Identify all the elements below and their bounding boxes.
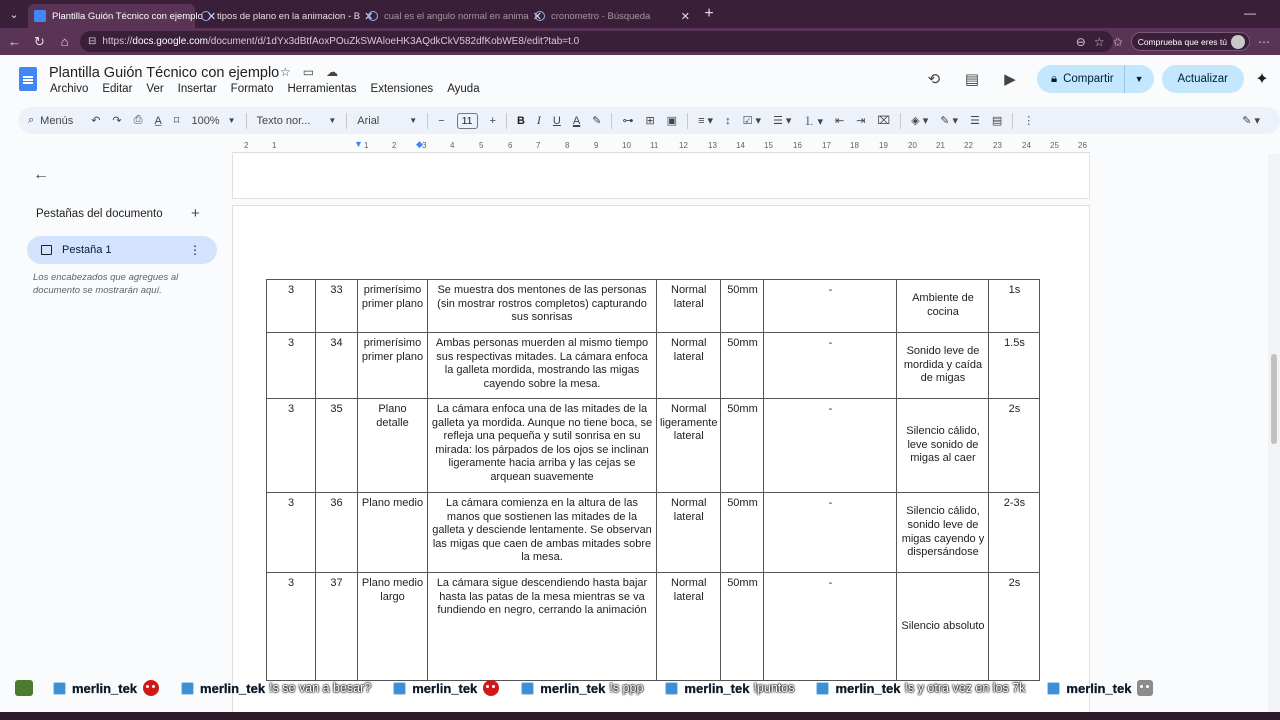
menu-extensiones[interactable]: Extensiones <box>370 83 434 95</box>
print-icon[interactable]: ⎙ <box>133 114 143 126</box>
ruler-tick-label: 11 <box>650 141 659 150</box>
shot-type-cell[interactable] <box>358 493 428 573</box>
lens-cell[interactable] <box>721 493 764 573</box>
decrease-indent-icon[interactable]: ⇤ <box>835 115 845 127</box>
scene-number-cell-text: 3 <box>287 403 295 415</box>
border-width-icon[interactable]: ☰ <box>970 115 980 127</box>
chevron-down-icon: ▼ <box>409 116 418 125</box>
horizontal-ruler[interactable] <box>232 139 1090 153</box>
chat-username: merlin_tek <box>684 680 750 696</box>
insert-image-icon[interactable]: ▣ <box>666 115 678 127</box>
duration-cell[interactable] <box>989 280 1040 333</box>
share-dropdown-chevron-icon[interactable]: ▼ <box>1134 74 1144 84</box>
ruler-tick-label: 17 <box>822 141 831 150</box>
duration-cell[interactable] <box>989 493 1040 573</box>
font-size-input[interactable]: 11 <box>451 109 484 133</box>
lens-cell[interactable] <box>721 333 764 399</box>
italic-icon[interactable]: I <box>536 113 541 127</box>
ruler-tick-label: 7 <box>536 141 541 150</box>
chat-username: merlin_tek <box>72 680 138 696</box>
url-path: /document/d/1dYx3dBtfAoxPOuZkSWAloeHK3AQdkCkV582dfKobWE8/edit?tab=t.0 <box>208 36 580 47</box>
camera-movement-cell[interactable] <box>764 333 897 399</box>
font-select[interactable]: Arial ▼ <box>357 114 418 127</box>
ruler-tick-label: 22 <box>964 141 973 150</box>
ruler-tick-label: 1 <box>272 141 277 150</box>
address-bar-actions <box>1076 32 1270 51</box>
menu-herramientas[interactable]: Herramientas <box>287 83 357 95</box>
scene-number-cell[interactable] <box>267 399 316 493</box>
lens-cell[interactable] <box>721 573 764 681</box>
document-tabs-title: Pestañas del documento <box>36 208 163 220</box>
ruler-tick-label: 2 <box>392 141 397 150</box>
docs-icon <box>34 10 46 22</box>
add-comment-icon[interactable]: ⊞ <box>645 115 655 127</box>
editing-mode-pencil-icon[interactable]: ✎ ▾ <box>1242 115 1260 127</box>
ruler-tick-label: 16 <box>793 141 802 150</box>
table-row <box>267 573 1040 681</box>
tab-options-icon[interactable]: ⋮ <box>189 243 201 257</box>
camera-movement-cell-text: - <box>828 403 833 415</box>
update-button[interactable]: Actualizar <box>1162 65 1245 93</box>
left-indent-marker-icon[interactable]: ▼ <box>354 139 363 149</box>
table-row <box>267 399 1040 493</box>
ruler-tick-label: 23 <box>993 141 1002 150</box>
menu-archivo[interactable]: Archivo <box>50 83 89 95</box>
chat-username: merlin_tek <box>1066 680 1132 696</box>
paint-format-icon[interactable]: ⌑ <box>173 115 180 127</box>
more-tools-icon[interactable]: ⋮ <box>1023 115 1035 127</box>
browser-tab-3[interactable] <box>529 4 696 28</box>
chat-message <box>53 680 159 696</box>
ruler-tick-label: 8 <box>565 141 570 150</box>
chevron-down-icon: ▼ <box>227 116 236 125</box>
shot-number-cell-text: 37 <box>330 577 343 589</box>
shot-type-cell[interactable] <box>358 573 428 681</box>
camera-angle-cell-text: Normal lateral <box>671 497 707 523</box>
toolbar-divider <box>900 113 901 129</box>
scene-number-cell-text: 3 <box>287 577 295 589</box>
close-icon[interactable]: ✕ <box>680 10 690 23</box>
zoom-icon[interactable]: ⊖ <box>1075 34 1086 49</box>
toolbar-divider <box>427 113 428 129</box>
tab-title: tipos de plano en la animacion - B <box>217 10 361 22</box>
lens-cell-text: 50mm <box>727 337 758 349</box>
tab-actions-chevron-icon[interactable]: ⌄ <box>9 8 19 21</box>
tab-title: cual es el angulo normal en anima <box>384 10 529 22</box>
share-button-group <box>1037 65 1154 93</box>
browser-tab-0[interactable] <box>28 4 217 28</box>
close-icon[interactable]: ✕ <box>532 10 542 23</box>
scrollbar-thumb[interactable] <box>1271 354 1277 444</box>
shot-number-cell[interactable] <box>316 280 358 333</box>
duration-cell-text: 2s <box>1008 577 1021 589</box>
audio-cell[interactable] <box>897 399 989 493</box>
chat-username: merlin_tek <box>200 680 266 696</box>
lens-cell[interactable] <box>721 280 764 333</box>
chat-message <box>181 681 371 696</box>
red-face-emote-icon <box>483 680 499 696</box>
share-button[interactable]: 🔒︎ Compartir <box>1037 65 1125 93</box>
ruler-tick-label: 12 <box>679 141 688 150</box>
badge-icon <box>521 682 534 695</box>
chat-message <box>521 681 643 696</box>
badge-icon <box>53 682 66 695</box>
duration-cell[interactable] <box>989 333 1040 399</box>
chat-text: !s se van a besar? <box>269 681 372 695</box>
title-actions <box>280 65 338 79</box>
search-icon: ⌕ <box>28 114 35 126</box>
audio-cell[interactable] <box>897 280 989 333</box>
toolbar-divider <box>246 113 247 129</box>
menu-ver[interactable]: Ver <box>146 83 164 95</box>
duration-cell-text: 2s <box>1008 403 1021 415</box>
tab-title: cronometro - Búsqueda <box>551 10 651 22</box>
move-folder-icon[interactable]: ▭ <box>302 65 315 79</box>
audio-cell-text: Ambiente de cocina <box>912 292 974 318</box>
url-host: docs.google.com <box>132 36 209 47</box>
table-row <box>267 280 1040 333</box>
vertical-scrollbar[interactable] <box>1268 154 1280 720</box>
bold-icon[interactable]: B <box>516 114 525 127</box>
browser-tab-2[interactable] <box>362 4 542 28</box>
comments-icon[interactable]: ▤ <box>964 71 980 88</box>
toolbar-divider <box>687 113 688 129</box>
spellcheck-icon[interactable]: A̲ <box>154 114 162 127</box>
border-dash-icon[interactable]: ▤ <box>991 115 1003 127</box>
description-cell[interactable] <box>428 573 657 681</box>
duration-cell-text: 1s <box>1008 284 1021 296</box>
menu-editar[interactable]: Editar <box>102 83 133 95</box>
url-prefix: https:// <box>102 36 133 47</box>
url-field[interactable] <box>80 31 1113 52</box>
numbered-list-icon[interactable]: ⒈ ▾ <box>803 115 824 128</box>
scene-number-cell-text: 3 <box>287 497 295 509</box>
chat-text: !s ppp <box>609 681 644 695</box>
camera-angle-cell[interactable] <box>657 399 721 493</box>
close-icon[interactable]: ✕ <box>364 10 374 23</box>
chat-bot-icon <box>15 680 33 696</box>
camera-angle-cell[interactable] <box>657 333 721 399</box>
camera-movement-cell[interactable] <box>764 280 897 333</box>
document-tab-icon <box>41 245 52 255</box>
camera-angle-cell-text: Normal lateral <box>671 284 707 310</box>
audio-cell-text: Sonido leve de mordida y caída de migas <box>903 345 983 385</box>
header-actions <box>915 64 1280 94</box>
shot-number-cell[interactable] <box>316 333 358 399</box>
chat-text: !s y otra vez en los 7k <box>904 681 1026 695</box>
cat-emote-icon <box>1137 680 1153 696</box>
audio-cell[interactable] <box>897 493 989 573</box>
line-spacing-icon[interactable]: ↕ <box>725 114 731 127</box>
camera-movement-cell-text: - <box>828 284 833 296</box>
audio-cell[interactable] <box>897 573 989 681</box>
shot-number-cell[interactable] <box>316 399 358 493</box>
ruler-tick-label: 2 <box>244 141 249 150</box>
audio-cell-text: Silencio absoluto <box>901 619 985 632</box>
tab-title: Plantilla Guión Técnico con ejemplo <box>52 10 203 22</box>
camera-movement-cell-text: - <box>828 337 833 349</box>
description-cell-text: La cámara sigue descendiendo hasta bajar hasta las patas de la mesa mientras se va fundiendo en negro, cerrando la animación <box>436 577 648 617</box>
ruler-tick-label: 21 <box>936 141 945 150</box>
search-menus-button[interactable]: ⌕ Menús <box>28 114 74 127</box>
meet-video-icon[interactable]: ▶ <box>1004 71 1016 88</box>
sidebar-item-label: Pestaña 1 <box>62 244 112 256</box>
lens-cell-text: 50mm <box>727 497 758 509</box>
chat-message <box>393 680 499 696</box>
ruler-tick-label: 19 <box>879 141 888 150</box>
address-bar-row <box>0 28 1280 55</box>
menu-ayuda[interactable]: Ayuda <box>447 83 480 95</box>
scene-number-cell[interactable] <box>267 573 316 681</box>
duration-cell[interactable] <box>989 399 1040 493</box>
taskbar-strip <box>0 712 1280 720</box>
scene-number-cell-text: 3 <box>287 337 295 349</box>
formatting-toolbar <box>18 107 1280 134</box>
bulleted-list-icon[interactable]: ☰ ▾ <box>773 115 792 127</box>
ruler-tick-label: 9 <box>594 141 599 150</box>
shot-type-cell[interactable] <box>358 333 428 399</box>
description-cell-text: Se muestra dos mentones de las personas (sin mostrar rostros completos) capturando sus sonrisas <box>437 284 647 324</box>
shot-number-cell[interactable] <box>316 493 358 573</box>
cloud-saved-icon[interactable]: ☁ <box>326 65 339 79</box>
underline-icon[interactable]: U <box>552 114 561 127</box>
audio-cell[interactable] <box>897 333 989 399</box>
favorite-star-icon[interactable]: ☆ <box>1093 34 1105 49</box>
duration-cell-text: 2-3s <box>1003 497 1026 509</box>
close-icon[interactable]: ✕ <box>206 10 217 23</box>
ruler-tick-label: 5 <box>479 141 484 150</box>
table-row <box>267 493 1040 573</box>
ruler-tick-label: 4 <box>450 141 455 150</box>
gemini-sparkle-icon[interactable]: ✦ <box>1255 71 1269 88</box>
camera-movement-cell-text: - <box>828 577 833 589</box>
shot-type-cell-text: Plano medio <box>361 497 424 509</box>
shot-type-cell-text: primerísimo primer plano <box>361 337 424 363</box>
shot-type-cell-text: Plano medio largo <box>361 577 424 603</box>
toolbar-divider <box>1012 113 1013 129</box>
ruler-tick-label: 24 <box>1022 141 1031 150</box>
camera-movement-cell-text: - <box>828 497 833 509</box>
camera-angle-cell-text: Normal ligeramente lateral <box>660 403 718 443</box>
ruler-tick-label: 20 <box>908 141 917 150</box>
ruler-tick-label: 1 <box>364 141 369 150</box>
shot-number-cell-text: 33 <box>330 284 343 296</box>
lens-cell-text: 50mm <box>727 577 758 589</box>
description-cell-text: La cámara enfoca una de las mitades de la galleta ya mordida. Aunque no tiene boca, se refleja una pequeña y sutil sonrisa en su mirada: los párpados de los ojos se inclinan ligeramente hacia arriba y las cejas se arquean suavemente <box>431 403 653 483</box>
ruler-tick-label: 18 <box>850 141 859 150</box>
lens-cell-text: 50mm <box>727 284 758 296</box>
chat-username: merlin_tek <box>412 680 478 696</box>
menu-formato[interactable]: Formato <box>230 83 274 95</box>
home-icon[interactable]: ⌂ <box>60 34 69 49</box>
cell-background-color-icon[interactable]: ◈ ▾ <box>911 115 929 127</box>
menu-bar <box>50 83 480 95</box>
ruler-tick-label: 13 <box>708 141 717 150</box>
shot-type-cell[interactable] <box>358 280 428 333</box>
camera-angle-cell[interactable] <box>657 280 721 333</box>
description-cell[interactable] <box>428 493 657 573</box>
lock-icon: 🔒︎ <box>1050 72 1058 85</box>
sidebar-item-tab-1[interactable] <box>27 236 217 264</box>
docs-header <box>0 55 1280 107</box>
star-icon[interactable]: ☆ <box>280 65 291 79</box>
red-face-emote-icon <box>143 680 159 696</box>
badge-icon <box>665 682 678 695</box>
border-color-icon[interactable]: ✎ ▾ <box>940 115 959 127</box>
add-tab-plus-icon[interactable]: + <box>191 205 200 222</box>
document-title[interactable]: Plantilla Guión Técnico con ejemplo <box>49 65 280 81</box>
increase-indent-icon[interactable]: ⇥ <box>856 115 866 127</box>
decrease-font-size-icon[interactable]: − <box>438 114 445 127</box>
shot-type-cell[interactable] <box>358 399 428 493</box>
shot-number-cell-text: 36 <box>330 497 343 509</box>
camera-movement-cell[interactable] <box>764 493 897 573</box>
badge-icon <box>181 682 194 695</box>
minimize-icon[interactable]: — <box>1244 6 1256 20</box>
first-line-indent-marker-icon[interactable]: ◆ <box>416 139 423 149</box>
previous-page[interactable] <box>232 154 1090 199</box>
audio-cell-text: Silencio cálido, sonido leve de migas cayendo y dispersándose <box>901 505 985 559</box>
more-options-icon[interactable]: ⋯ <box>1258 34 1270 49</box>
redo-icon[interactable]: ↷ <box>112 115 122 127</box>
description-cell-text: Ambas personas muerden al mismo tiempo sus respectivas mitades. La cámara enfoca la galleta mordida, mostrando las migas cayendo sobre la mesa. <box>435 337 649 390</box>
profile-button[interactable] <box>1131 32 1250 51</box>
shot-type-cell-text: Plano detalle <box>376 403 409 429</box>
ruler-tick-label: 26 <box>1078 141 1087 150</box>
stream-chat-overlay <box>0 676 1280 700</box>
toolbar-divider <box>611 113 612 129</box>
scene-number-cell-text: 3 <box>287 284 295 296</box>
table-row <box>267 333 1040 399</box>
ruler-tick-label: 6 <box>508 141 513 150</box>
browser-tab-bar <box>0 0 1280 28</box>
zoom-select[interactable]: 100% ▼ <box>191 114 236 127</box>
toolbar-divider <box>506 113 507 129</box>
insert-link-icon[interactable]: ⊶ <box>622 115 634 127</box>
undo-icon[interactable]: ↶ <box>91 115 101 127</box>
site-info-icon[interactable]: ⊟ <box>88 36 97 47</box>
ruler-tick-label: 10 <box>622 141 631 150</box>
close-outline-arrow-icon[interactable]: ← <box>33 166 49 183</box>
camera-angle-cell-text: Normal lateral <box>671 577 707 603</box>
outline-hint: Los encabezados que agregues al documento se mostrarán aquí. <box>33 272 179 296</box>
favorites-icon[interactable]: ✩ <box>1112 34 1123 49</box>
badge-icon <box>1047 682 1060 695</box>
highlight-icon[interactable]: ✎ <box>592 115 602 127</box>
badge-icon <box>816 682 829 695</box>
camera-movement-cell[interactable] <box>764 573 897 681</box>
camera-movement-cell[interactable] <box>764 399 897 493</box>
scene-number-cell[interactable] <box>267 280 316 333</box>
description-cell-text: La cámara comienza en la altura de las manos que sostienen las mitades de la galleta y desciende lentamente. Se observan las migas que caen de ambas mitades sobre la mesa. <box>432 497 652 564</box>
chat-username: merlin_tek <box>540 680 606 696</box>
scene-number-cell[interactable] <box>267 333 316 399</box>
profile-label: Comprueba que eres tú <box>1137 36 1227 47</box>
chat-message <box>665 681 794 696</box>
technical-script-table <box>266 279 1040 681</box>
new-tab-plus-icon[interactable]: + <box>704 5 714 22</box>
align-icon[interactable]: ≡ ▾ <box>698 115 714 127</box>
chat-message <box>816 681 1025 696</box>
camera-angle-cell[interactable] <box>657 573 721 681</box>
edge-icon <box>201 11 211 21</box>
avatar <box>1231 35 1245 49</box>
badge-icon <box>393 682 406 695</box>
edge-icon <box>368 11 378 21</box>
shot-number-cell-text: 34 <box>330 337 343 349</box>
reload-icon[interactable]: ↻ <box>34 33 45 49</box>
chat-username: merlin_tek <box>835 680 901 696</box>
shot-type-cell-text: primerísimo primer plano <box>361 284 424 310</box>
browser-tab-1[interactable] <box>195 4 374 28</box>
ruler-tick-label: 3 <box>422 141 427 150</box>
description-cell[interactable] <box>428 399 657 493</box>
chat-text: !puntos <box>753 681 795 695</box>
camera-angle-cell-text: Normal lateral <box>671 337 707 363</box>
version-history-icon[interactable]: ⟲ <box>927 71 941 88</box>
chevron-down-icon: ▼ <box>328 116 337 125</box>
audio-cell-text: Silencio cálido, leve sonido de migas al caer <box>906 425 980 465</box>
chat-message <box>1047 680 1153 696</box>
clear-formatting-icon[interactable]: ⌧ <box>877 115 891 127</box>
duration-cell-text: 1.5s <box>1004 337 1025 349</box>
ruler-tick-label: 14 <box>736 141 745 150</box>
edge-icon <box>532 10 545 23</box>
shot-number-cell-text: 35 <box>330 403 343 415</box>
increase-font-size-icon[interactable]: + <box>489 114 496 127</box>
camera-angle-cell[interactable] <box>657 493 721 573</box>
menu-insertar[interactable]: Insertar <box>177 83 217 95</box>
scene-number-cell[interactable] <box>267 493 316 573</box>
ruler-tick-label: 25 <box>1050 141 1059 150</box>
duration-cell[interactable] <box>989 573 1040 681</box>
lens-cell-text: 50mm <box>727 403 758 415</box>
text-color-icon[interactable]: A <box>572 114 581 127</box>
checklist-icon[interactable]: ☑ ▾ <box>742 115 762 127</box>
lens-cell[interactable] <box>721 399 764 493</box>
shot-number-cell[interactable] <box>316 573 358 681</box>
docs-logo-icon[interactable] <box>19 67 37 91</box>
paragraph-style-select[interactable]: Texto nor... ▼ <box>256 114 337 127</box>
back-arrow-icon[interactable]: ← <box>8 34 21 49</box>
description-cell[interactable] <box>428 280 657 333</box>
toolbar-divider <box>346 113 347 129</box>
ruler-tick-label: 15 <box>764 141 773 150</box>
description-cell[interactable] <box>428 333 657 399</box>
